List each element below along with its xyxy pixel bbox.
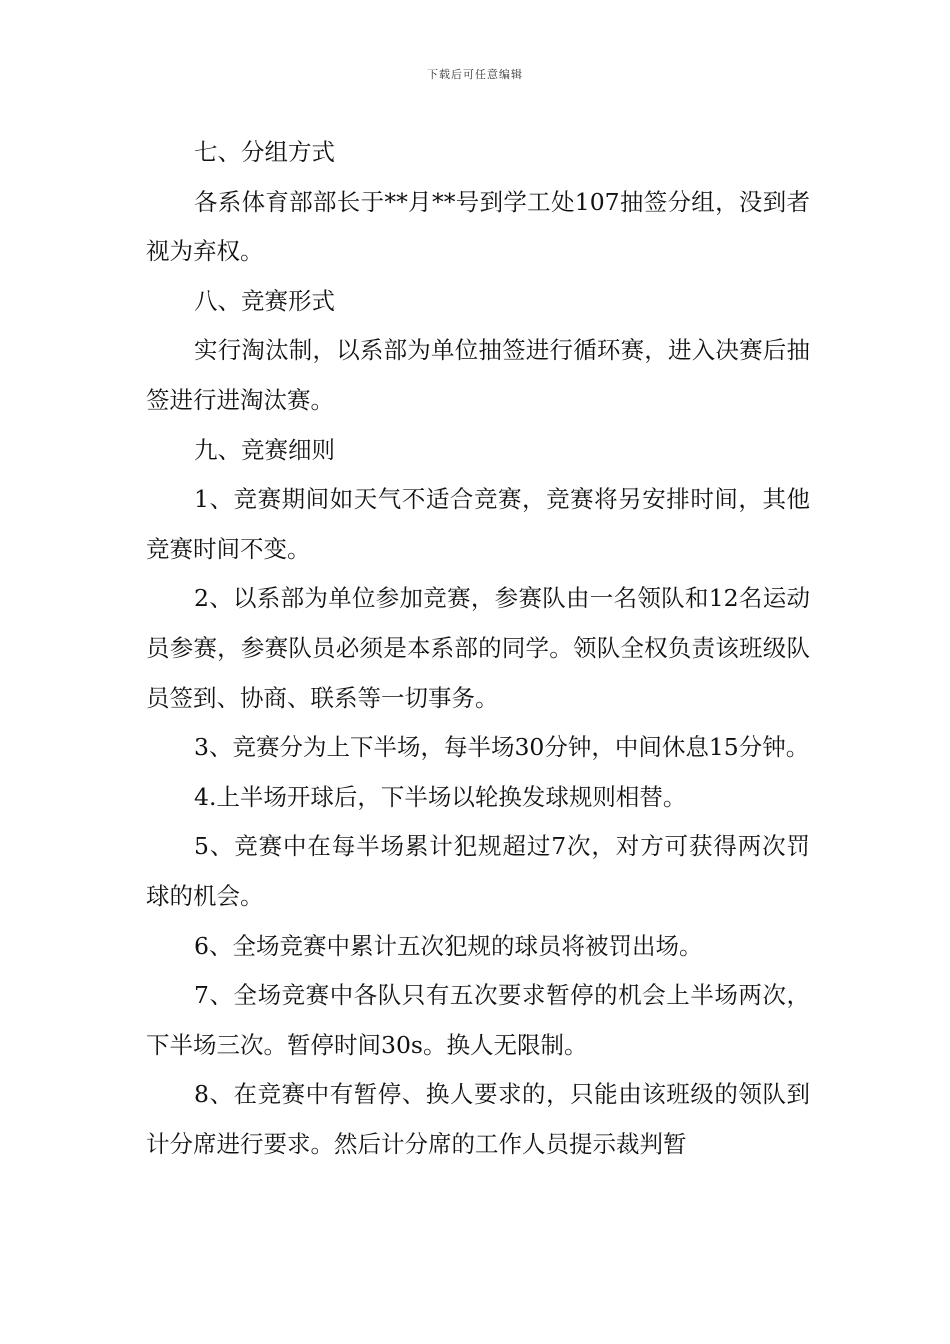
- section-heading-format: 八、竞赛形式: [194, 286, 335, 315]
- section-heading-rules: 九、竞赛细则: [194, 435, 335, 464]
- rule-item-8: 8、在竞赛中有暂停、换人要求的，只能由该班级的领队到计分席进行要求。然后计分席的工作人员提示裁判暂: [146, 1080, 810, 1158]
- paragraph-format: 实行淘汰制，以系部为单位抽签进行循环赛，进入决赛后抽签进行进淘汰赛。: [146, 336, 810, 414]
- rule-item-2: 2、以系部为单位参加竞赛，参赛队由一名领队和12名运动员参赛，参赛队员必须是本系部的同学。领队全权负责该班级队员签到、协商、联系等一切事务。: [146, 584, 810, 712]
- header-note: 下载后可任意编辑: [427, 68, 523, 81]
- rule-item-7: 7、全场竞赛中各队只有五次要求暂停的机会上半场两次，下半场三次。暂停时间30s。换人无限制。: [146, 981, 810, 1059]
- rule-item-4: 4.上半场开球后，下半场以轮换发球规则相替。: [194, 782, 687, 811]
- document-body: [146, 128, 810, 1169]
- rule-item-3: 3、竞赛分为上下半场，每半场30分钟，中间休息15分钟。: [194, 733, 810, 762]
- rule-item-1: 1、竞赛期间如天气不适合竞赛，竞赛将另安排时间，其他竞赛时间不变。: [146, 485, 810, 563]
- rule-item-6: 6、全场竞赛中累计五次犯规的球员将被罚出场。: [194, 931, 703, 960]
- section-heading-grouping: 七、分组方式: [194, 138, 335, 166]
- rule-item-5: 5、竞赛中在每半场累计犯规超过7次，对方可获得两次罚球的机会。: [146, 832, 810, 910]
- paragraph-grouping: 各系体育部部长于**月**号到学工处107抽签分组，没到者视为弃权。: [146, 187, 810, 266]
